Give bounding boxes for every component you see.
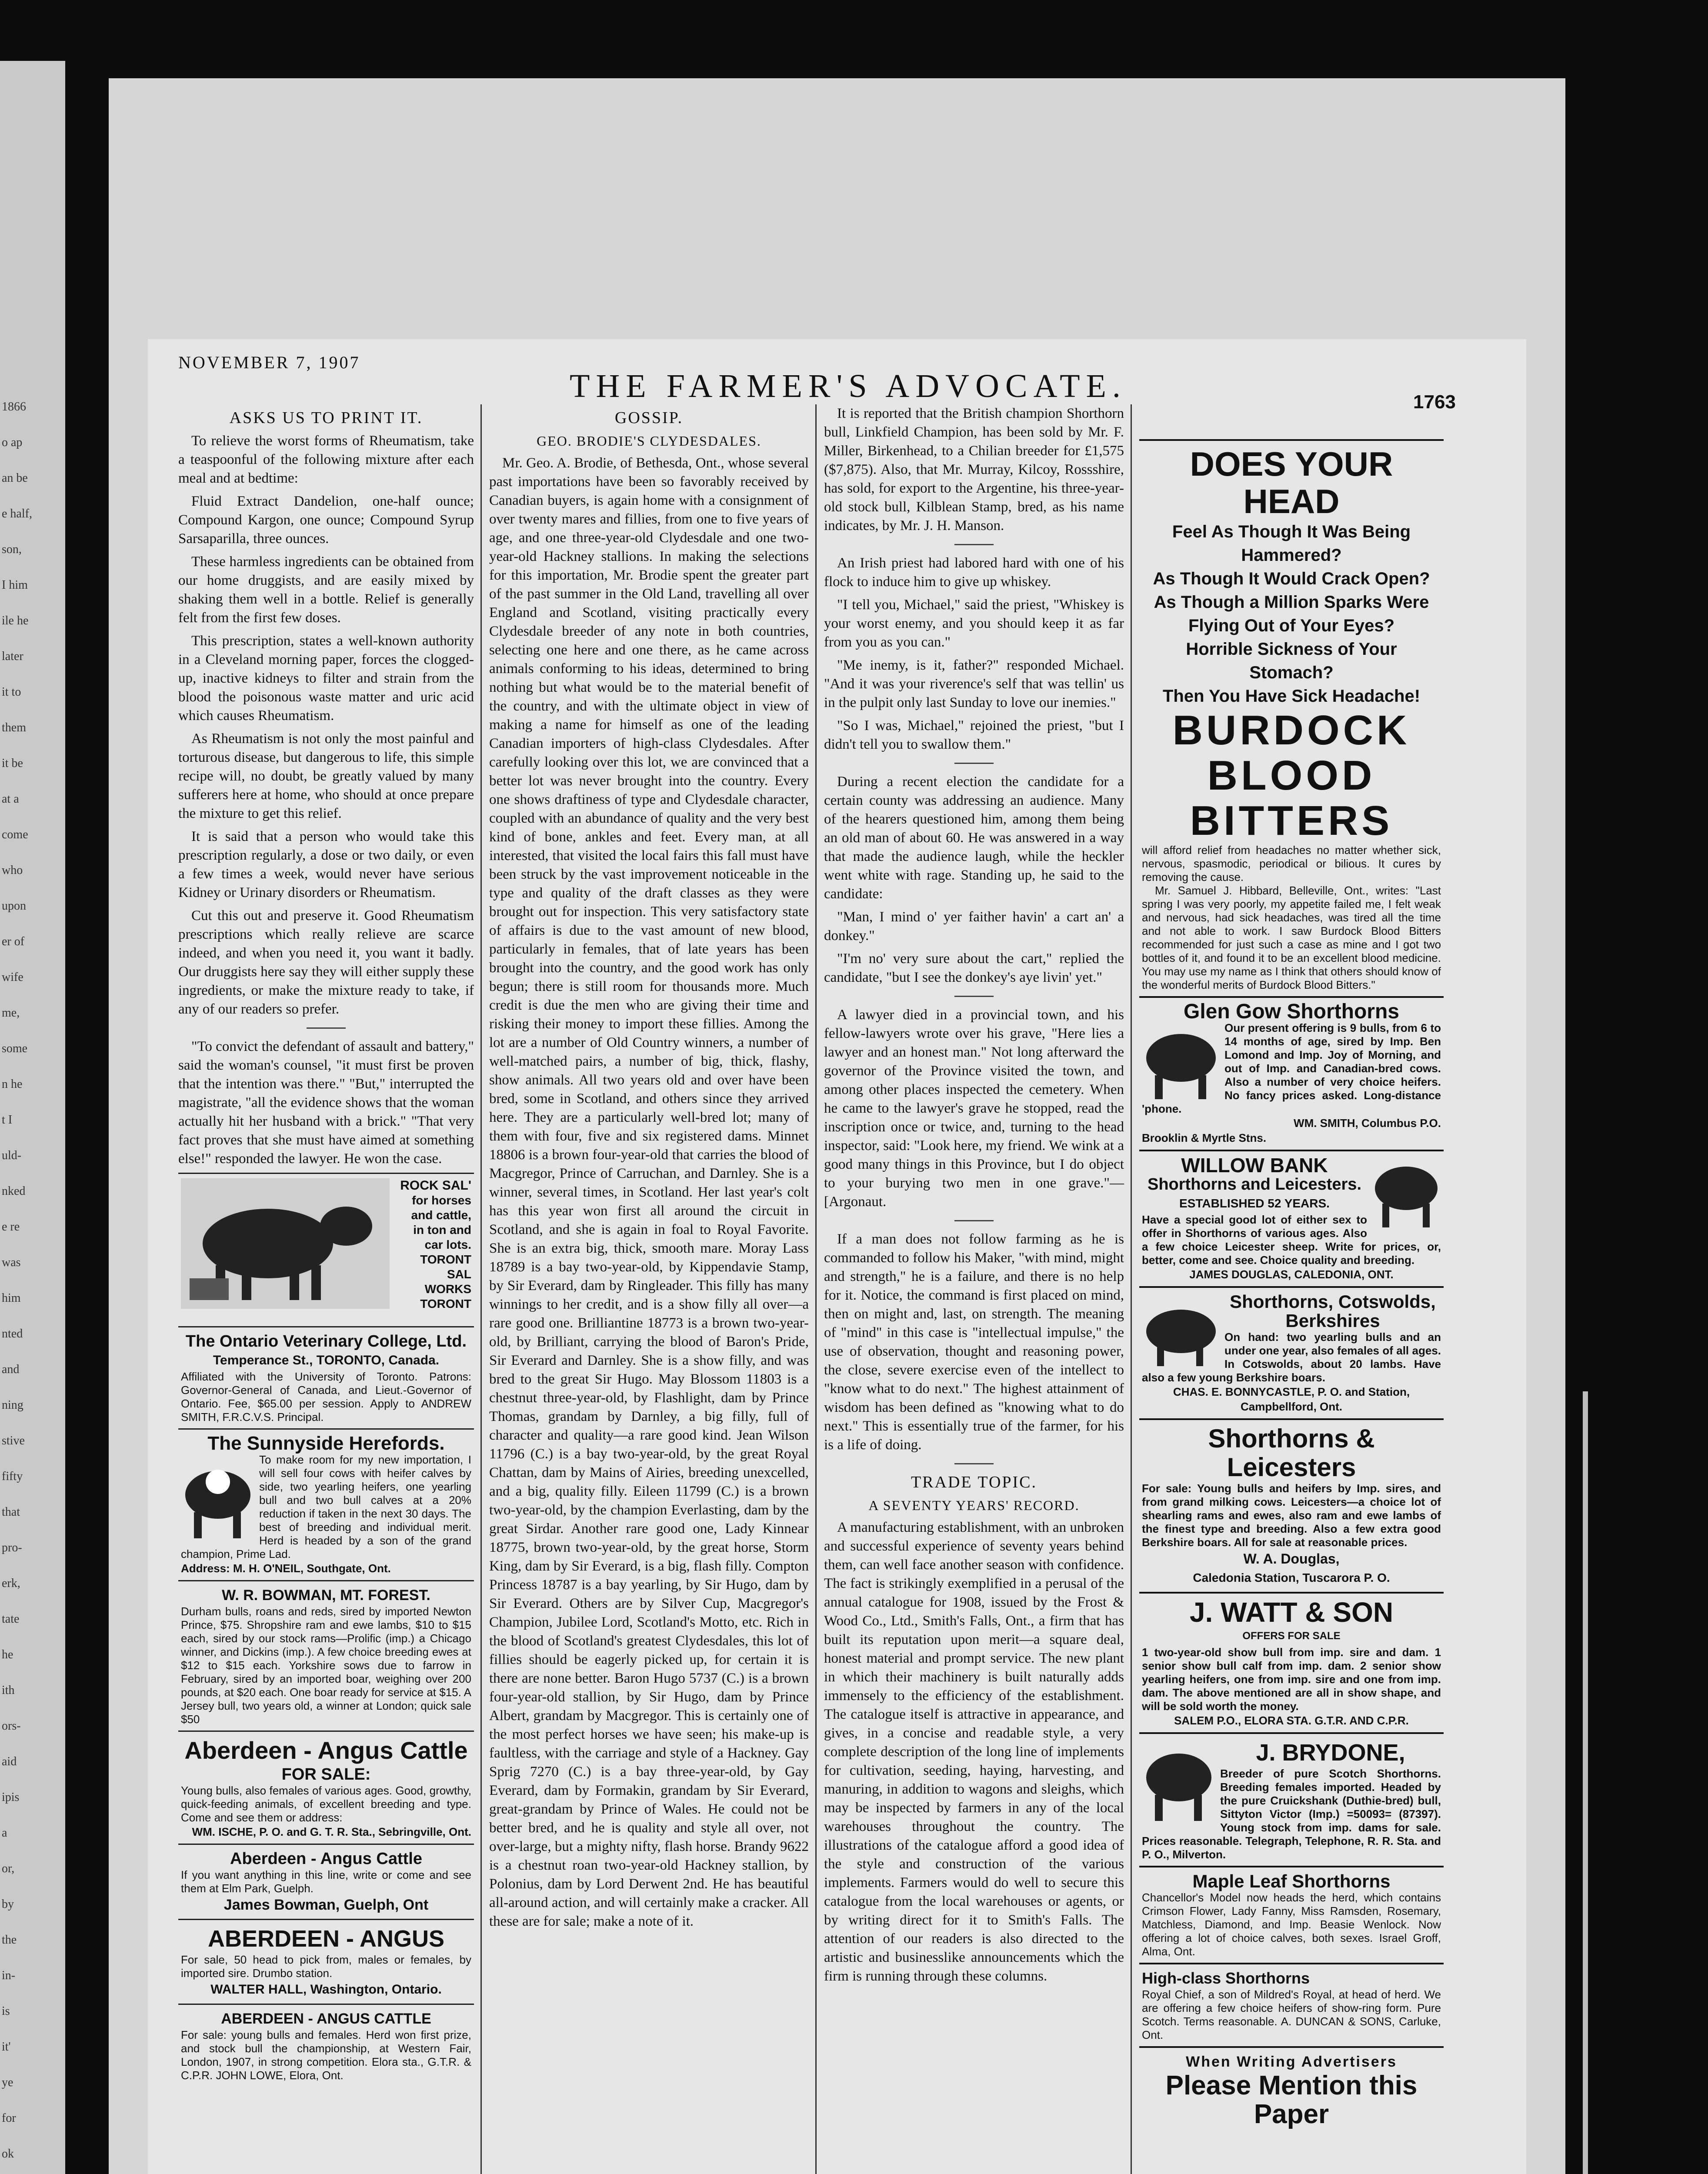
ad-line: WORKS (424, 1282, 471, 1296)
paragraph: It is said that a person who would take this prescription regularly, a dose or two daily, or even a few times a week, would never have serious Kidney or Urinary disorders or Rheumatism. (178, 829, 474, 900)
paragraph: Cut this out and preserve it. Good Rheumatism prescriptions which really relieve are scarce indeed, and when you need it, you want it badly. Our druggists here say they will either supply these ingredients, or make the mixture ready to take, if any of our readers so prefer. (178, 908, 474, 1017)
issue-date: NOVEMBER 7, 1907 (178, 353, 360, 372)
ad-sunnyside-herefords (178, 1428, 474, 1580)
adjacent-page-fragment: 1866 (2, 400, 26, 413)
ad-body: Chancellor's Model now heads the herd, which contains Crimson Flower, Lady Fanny, Miss Ramsden, Rosemary, Matchless, Diamond, and Imp. Beasie Wenlock. Now offering a lot of choice calves, both sexes. Israel Groff, Alma, Ont. (1142, 1891, 1441, 1958)
ad-signature: SALEM P.O., ELORA STA. G.T.R. AND C.P.R. (1174, 1714, 1409, 1727)
adjacent-page-fragment: nted (2, 1327, 23, 1340)
paragraph: An Irish priest had labored hard with one of his flock to induce him to give up whiskey. (824, 555, 1124, 590)
adjacent-page-strip (0, 61, 65, 2174)
ad-headline: DOES YOUR HEAD (1190, 445, 1393, 520)
ad-signature: WM. ISCHE, P. O. and G. T. R. Sta., Sebringville, Ont. (192, 1825, 471, 1838)
adjacent-page-fragment: him (2, 1291, 21, 1305)
adjacent-page-fragment: son, (2, 543, 22, 556)
paragraph: "Man, I mind o' yer faither havin' a cart an' a donkey." (824, 909, 1124, 944)
cattle-illustration-icon (181, 1178, 390, 1309)
ad-body: To make room for my new importation, I will sell four cows with heifer calves by side, two yearling heifers, one yearling bull and two bull calves at a 20% reduction if taken in the next 30 days. The best of breeding and individual merit. Herd is headed by a son of the grand champion, Prime Lad. (181, 1453, 471, 1560)
ad-signature: Address: M. H. O'NEIL, Southgate, Ont. (181, 1562, 391, 1575)
adjacent-page-fragment: ith (2, 1684, 15, 1697)
article-heading: ASKS US TO PRINT IT. (229, 409, 423, 427)
ad-title: Aberdeen - Angus Cattle (230, 1850, 422, 1868)
adjacent-page-fragment: e re (2, 1220, 20, 1234)
adjacent-page-fragment: uld- (2, 1149, 22, 1162)
ad-bonnycastle (1139, 1286, 1444, 1418)
ad-body: For sale: young bulls and females. Herd won first prize, and stock bull the championship, at Western Fair, London, 1907, in strong competition. Elora sta., G.T.R. & C.P.R. JOHN LOWE, Elora, Ont. (181, 2028, 471, 2082)
adjacent-page-fragment: I him (2, 578, 28, 592)
adjacent-page-fragment: ning (2, 1398, 23, 1412)
ad-title: J. WATT & SON (1189, 1597, 1394, 1628)
ad-body: Affiliated with the University of Toronto. Patrons: Governor-General of Canada, and Lieut.-Governor of Ontario. Fee, $65.00 per session. Apply to ANDREW SMITH, F.R.C.V.S. Principal. (181, 1370, 471, 1424)
ad-title: Aberdeen - Angus Cattle (184, 1737, 468, 1764)
ad-title: The Sunnyside Herefords. (207, 1433, 445, 1454)
column-rule (815, 404, 817, 2174)
ad-body: Royal Chief, a son of Mildred's Royal, at head of herd. We are offering a few choice heifers of show-ring form. Pure Scotch. Terms reasonable. A. DUNCAN & SONS, Carluke, Ont. (1142, 1988, 1441, 2041)
column-4-ads (1139, 439, 1444, 2133)
ad-title: WILLOW BANK (1181, 1154, 1328, 1177)
ad-douglas-shorthorns-leicesters (1139, 1418, 1444, 1592)
ad-body: Our present offering is 9 bulls, from 6 to 14 months of age, sired by Imp. Ben Lomond and Imp. Joy of Morning, and out of Imp. and Canadian-bred cows. Also a number of very choice heifers. No fancy prices asked. Long-distance 'phone. (1142, 1021, 1441, 1115)
ad-title: ABERDEEN - ANGUS (207, 1926, 445, 1952)
adjacent-page-fragment: at a (2, 792, 19, 806)
adjacent-page-fragment: tate (2, 1612, 20, 1626)
ad-body: For sale, 50 head to pick from, males or females, by imported sire. Drumbo station. (181, 1953, 471, 1980)
ad-body: Young bulls, also females of various ages. Good, growthy, quick-feeding animals, of excellent breeding and type. Come and see them or address: (181, 1784, 471, 1824)
paragraph: These harmless ingredients can be obtained from our home druggists, and are easily mixed by shaking them well in a bottle. Relief is generally felt from the first few doses. (178, 554, 474, 626)
article-subheading: GEO. BRODIE'S CLYDESDALES. (537, 433, 761, 449)
adjacent-page-fragment: it' (2, 2040, 11, 2054)
ad-title: J. BRYDONE, (1256, 1740, 1405, 1766)
column-3 (824, 404, 1124, 1990)
ad-testimonial: Mr. Samuel J. Hibbard, Belleville, Ont., writes: "Last spring I was very poorly, my appetite failed me, I felt weak and nervous, had sick headaches, was tired all the time and not able to work. I saw Burdock Blood Bitters recommended for just such a case as mine and I got two bottles of it, and found it to be an excellent blood medicine. You may use my name as I think that others should know of the wonderful merits of Burdock Blood Bitters." (1142, 884, 1441, 991)
ad-aberdeen-angus-1 (178, 1731, 474, 1844)
cattle-illustration-icon (181, 1456, 255, 1543)
footer-line: Please Mention this Paper (1165, 2071, 1418, 2129)
adjacent-page-fragment: stive (2, 1434, 25, 1447)
cattle-illustration-icon (1371, 1156, 1441, 1230)
ad-question: Feel As Though It Was Being Hammered? (1172, 522, 1411, 565)
adjacent-page-fragment: n he (2, 1077, 23, 1091)
adjacent-page-fragment: aid (2, 1755, 17, 1768)
ad-glen-gow-shorthorns (1139, 996, 1444, 1150)
adjacent-page-fragment: or, (2, 1862, 15, 1875)
adjacent-page-fragment: it be (2, 757, 23, 770)
ad-burdock-blood-bitters (1139, 439, 1444, 996)
ad-body: On hand: two yearling bulls and an under one year, also females of all ages. In Cotswolds, about 20 lambs. Have also a few young Berkshire boars. (1142, 1330, 1441, 1384)
adjacent-page-fragment: an be (2, 471, 28, 485)
column-rule (1131, 404, 1132, 2174)
ad-question: Then You Have Sick Headache! (1162, 687, 1421, 706)
ad-question: As Though a Million Sparks Were Flying Out of Your Eyes? (1154, 593, 1429, 635)
ad-body: Breeder of pure Scotch Shorthorns. Breeding females imported. Headed by the pure Cruickshank (Duthie-bred) bull, Sittyton Victor (Imp.) =50093= (87397). Young stock from imp. dams for sale. Prices reasonable. Telegraph, Telephone, R. R. Sta. and P. O., Milverton. (1142, 1767, 1441, 1861)
ad-subtitle: OFFERS FOR SALE (1242, 1630, 1341, 1642)
divider (954, 1463, 994, 1464)
ad-aberdeen-angus-3 (178, 1919, 474, 2004)
ad-brand: BLOOD (1207, 752, 1376, 799)
ad-body: For sale: Young bulls and heifers by Imp. sires, and from grand milking cows. Leicesters—a choice lot of shearling rams and ewes, also ram and ewe lambs of the finest type and breeding. Also a few extra good Berkshire boars. All for sale at reasonable prices. (1142, 1482, 1441, 1549)
adjacent-page-fragment: is (2, 2004, 10, 2018)
ad-title: The Ontario Veterinary College, Ltd. (185, 1332, 467, 1350)
ad-line: in ton and (413, 1223, 471, 1237)
ad-signature: WALTER HALL, Washington, Ontario. (210, 1982, 442, 1997)
adjacent-page-fragment: some (2, 1042, 28, 1055)
adjacent-page-fragment: wife (2, 970, 23, 984)
ad-stations: Brooklin & Myrtle Stns. (1142, 1131, 1267, 1144)
divider (954, 1220, 994, 1221)
adjacent-page-fragment: t I (2, 1113, 13, 1127)
adjacent-page-fragment: ye (2, 2076, 13, 2089)
divider (954, 763, 994, 764)
paragraph: "So I was, Michael," rejoined the priest, "but I didn't tell you to swallow them." (824, 718, 1124, 752)
ad-signature: James Bowman, Guelph, Ont (224, 1897, 429, 1913)
ad-aberdeen-angus-2 (178, 1844, 474, 1919)
adjacent-page-fragment: who (2, 864, 23, 877)
ad-high-class-shorthorns (1139, 1963, 1444, 2046)
cattle-illustration-icon (1142, 1738, 1216, 1825)
ad-address: Temperance St., TORONTO, Canada. (213, 1353, 440, 1367)
ad-body: Have a special good lot of either sex to offer in Shorthorns of various ages. Also a few choice Leicester sheep. Write for prices, or, better, come and see. Choice quality and breeding. (1142, 1213, 1441, 1267)
article-subheading: A SEVENTY YEARS' RECORD. (868, 1497, 1080, 1513)
ad-established: ESTABLISHED 52 YEARS. (1179, 1197, 1330, 1210)
adjacent-page-fragment: by (2, 1897, 14, 1911)
ad-title: ABERDEEN - ANGUS CATTLE (221, 2011, 431, 2027)
column-1 (178, 404, 474, 2087)
ad-brand: BURDOCK (1172, 707, 1411, 754)
adjacent-page-fragment: pro- (2, 1541, 22, 1554)
ad-title: Maple Leaf Shorthorns (1192, 1871, 1391, 1891)
ad-line: SAL (447, 1267, 471, 1281)
adjacent-page-fragment: the (2, 1933, 17, 1947)
adjacent-page-fragment: ok (2, 2147, 14, 2161)
ad-rock-salt (178, 1173, 474, 1326)
paragraph: It is reported that the British champion Shorthorn bull, Linkfield Champion, has been sold by Mr. F. Miller, Birkenhead, to a Chilian breeder for £1,575 ($7,875). Also, that Mr. Murray, Kilcoy, Rossshire, has sold, for export to the Argentine, his three-year-old stock bull, Kilblean Stamp, bred, as his name indicates, by Mr. J. H. Manson. (824, 406, 1124, 533)
ad-line: TORONT (420, 1253, 471, 1266)
divider (307, 1027, 346, 1029)
paragraph: A manufacturing establishment, with an unbroken and successful experience of seventy years behind them, can well face another season with confidence. The fact is strikingly exemplified in a perusal of the annual catalogue for 1908, issued by the Frost & Wood Co., Ltd., Smith's Falls, Ont., a firm that has built its reputation upon merit—a square deal, honest material and prompt service. The new plant in which their machinery is built naturally adds immensely to the efficiency of the establishment. The catalogue itself is attractive in appearance, and gives, in a concise and readable style, a very complete description of the long line of implements for cultivation, seeding, haying, harvesting, and manuring, in addition to wagons and sleighs, which may be inspected by farmers in any of the local warehouses throughout the country. The illustrations of the catalogue afford a good idea of the style and construction of the various implements. Farmers would do well to secure this catalogue from the local warehouses or agents, or by writing direct for it to Smith's Falls. The attention of our readers is also directed to the artistic and businesslike announcements which the firm is running through these columns. (824, 1520, 1124, 1984)
paragraph: Mr. Geo. A. Brodie, of Bethesda, Ont., whose several past importations have been so favorably received by Canadian buyers, is again home with a consignment of over twenty mares and fillies, from one to five years of age, and one three-year-old Clydesdale and one two-year-old Hackney stallions. In making the selections for this importation, Mr. Brodie spent the greater part of the past summer in the Old Land, travelling all over England and Scotland, visiting practically every Clydesdale breeder of any note in both countries, selecting one here and one there, as he came across animals conforming to his ideas, determined to bring nothing but what would be to the material benefit of the country, and with the ultimate object in view of making a name for himself as one of the leading Canadian importers of high-class Clydesdales. After carefully looking over this lot, we are convinced that a better lot was never brought into the country. Every one shows draftiness of type and Clydesdale character, coupled with an abundance of quality and the very best kind of bone, ankles and feet. Every man, at all interested, that visited the local fairs this fall must have been struck by the vast improvement noticeable in the type and quality of the draft classes as they were brought out for inspection. This very satisfactory state of affairs is due to the vast amount of new blood, particularly in females, that of late years has been brought into the country, and the good work has only begun; there is still room for thousands more. Much credit is due the men who are giving their time and risking their money to import these fillies. Among the lot are a number of Old Country winners, a number of well-matched pairs, a number of big, thick, flashy, show animals. All two years old and over have been bred, some in Scotland, and others since they arrived here. They are a particularly well-bred lot; many of them with four, five and six registered dams. Minnet 18806 is a brown four-year-old that carries the blood of Macgregor, Prince of Carruchan, and Darnley. She is a winner, several times, in Scotland. Her last year's colt has this year won first all around the circuit in Scotland, and she is again in foal to Royal Favorite. She is an extra big, thick, smooth mare. Moray Lass 18789 is a bay two-year-old, by Kippendavie Stamp, by Sir Everard, dam by Ringleader. This filly has many winnings to her credit, and is a show filly all over—a rare good one. Brilliantine 18773 is a brown two-year-old, by Brilliant, carrying the blood of Baron's Pride, Sir Everard and Darnley. She is a show filly, and was bred to the great Sir Hugo. May Blossom 11803 is a chestnut three-year-old, by Flashlight, dam by Prince Thomas, grandam by Darnley, a big filly, full of character and quality—a rare good kind. Jean Wilson 11796 (C.) is a bay two-year-old, by the great Royal Chattan, dam by Mains of Airies, breeding unexcelled, and a big, quality filly. Eileen 11799 (C.) is a brown two-year-old, by the champion Everlasting, dam by the great Sirdar. Another rare good one, Lady Kinnear 18775, brown two-year-old, by the great horse, Storm King, dam by Sir Everard, is a big, flash filly. Compton Princess 18787 is a bay yearling, by Sir Hugo, dam by Sir Everard. Others are by Silver Cup, Macgregor's Champion, Jubilee Lord, Scotland's Motto, etc. Rich in the blood of Scotland's greatest Clydesdales, this lot of fillies should be eagerly picked up, for certain it is there are none better. Baron Hugo 5737 (C.) is a brown four-year-old stallion, by Sir Hugo, dam by Prince Albert, grandam by Macgregor. This is certainly one of the most perfect horses we have seen; his make-up is faultless, with the carriage and style of a Hackney. Gay Sprig 7270 (C.) is a bay three-year-old, by Gay Everard, dam by Formakin, grandam by Sir Everard, great-grandam by Prince of Wales. He could not be better bred, and he is quality and style all over, not over-large, but a mighty nifty, flash horse. Brandy 9622 is a chestnut roan two-year-old Hackney stallion, by Polonius, dam by Lord Derwent 2nd. He has beautiful all-around action, and will certainly make a cracker. All these are for sale; make a note of it. (489, 455, 809, 1929)
adjacent-page-fragment: that (2, 1505, 20, 1519)
ad-body: 1 two-year-old show bull from imp. sire and dam. 1 senior show bull calf from imp. dam. 2 senior show yearling heifers, one from imp. sire and one from imp. dam. The above mentioned are all in show shape, and will be sold worth the money. (1142, 1646, 1441, 1713)
anecdote: "To convict the defendant of assault and battery," said the woman's counsel, "it must first be proven that the intention was there." "But," interrupted the magistrate, "all the evidence shows that the woman actually hit her husband with a brick." "That very fact proves that she must have aimed at something else!" responded the lawyer. He won the case. (178, 1039, 474, 1167)
adjacent-page-fragment: ipis (2, 1791, 20, 1804)
adjacent-page-fragment: in- (2, 1969, 16, 1982)
adjacent-page-fragment: later (2, 650, 23, 663)
ad-aberdeen-angus-4 (178, 2004, 474, 2087)
adjacent-page-fragment: was (2, 1256, 21, 1269)
ad-signature: WM. SMITH, Columbus P.O. (1294, 1117, 1441, 1130)
adjacent-page-fragment: ile he (2, 614, 29, 627)
ad-line: TORONT (420, 1297, 471, 1310)
adjacent-page-fragment: e half, (2, 507, 32, 520)
adjacent-page-fragment: upon (2, 899, 26, 913)
ad-title: High-class Shorthorns (1142, 1969, 1310, 1987)
paragraph: To relieve the worst forms of Rheumatism, take a teaspoonful of the following mixture after each meal and at bedtime: (178, 433, 474, 486)
adjacent-page-fragment: me, (2, 1006, 20, 1020)
masthead: THE FARMER'S ADVOCATE. (570, 368, 1127, 404)
adjacent-page-fragment: and (2, 1363, 20, 1376)
ad-body: will afford relief from headaches no matter whether sick, nervous, spasmodic, periodical or bilious. It cures by removing the cause. (1142, 844, 1441, 884)
adjacent-page-fragment: nked (2, 1184, 26, 1198)
adjacent-page-fragment: erk, (2, 1577, 20, 1590)
paragraph: If a man does not follow farming as he is commanded to follow his Maker, "with mind, might and strength," he is a failure, and there is no help for it. Notice, the command is first placed on mind, then on might and, last, on strength. The meaning of "mind" in this case is "intellectual impulse," the use of observation, thought and reasoning power, the close, severe exercise even of the intellect to "know what to do next." The highest attainment of wisdom has been defined as "knowing what to do next." This is essentially true of the farmer, for his is a life of doing. (824, 1231, 1124, 1453)
adjacent-page-fragment: them (2, 721, 26, 734)
ad-body: If you want anything in this line, write or come and see them at Elm Park, Guelph. (181, 1868, 471, 1895)
adjacent-page-fragment: ors- (2, 1719, 21, 1733)
ad-line: and cattle, (411, 1208, 471, 1222)
adjacent-page-fragment: a (2, 1826, 7, 1840)
ad-subtitle: Shorthorns and Leicesters. (1147, 1175, 1361, 1194)
ad-brand: BITTERS (1190, 797, 1393, 844)
paragraph: Fluid Extract Dandelion, one-half ounce; Compound Kargon, one ounce; Compound Syrup Sarsaparilla, three ounces. (178, 493, 474, 547)
ad-subtitle: FOR SALE: (281, 1765, 371, 1784)
ad-line: for horses (412, 1194, 471, 1207)
paragraph: As Rheumatism is not only the most painful and torturous disease, but dangerous to life, this simple recipe will, no doubt, be greatly valued by many sufferers here at home, who should at once prepare the mixture to get this relief. (178, 731, 474, 821)
ad-title: Shorthorns, Cotswolds, Berkshires (1230, 1291, 1436, 1331)
paragraph: "I'm no' very sure about the cart," replied the candidate, "but I see the donkey's aye livin' yet." (824, 951, 1124, 985)
cattle-illustration-icon (1142, 1023, 1220, 1101)
footer-notice (1139, 2046, 1444, 2133)
adjacent-page-fragment: er of (2, 935, 25, 948)
section-heading: GOSSIP. (614, 409, 684, 427)
paragraph: "I tell you, Michael," said the priest, "Whiskey is your worst enemy, and you should keep it as far from you as you can." (824, 597, 1124, 650)
adjacent-page-fragment: it to (2, 685, 21, 699)
ad-question: Horrible Sickness of Your Stomach? (1186, 640, 1397, 682)
adjacent-page-fragment: he (2, 1648, 13, 1661)
ad-title: Shorthorns & Leicesters (1208, 1424, 1375, 1482)
page-number: 1763 (1413, 391, 1456, 413)
ad-question: As Though It Would Crack Open? (1153, 569, 1430, 588)
adjacent-page-fragment: fifty (2, 1470, 23, 1483)
ad-bowman (178, 1580, 474, 1731)
adjacent-page-fragment: come (2, 828, 28, 841)
adjacent-page-fragment: for (2, 2111, 16, 2125)
ad-signature: W. A. Douglas, (1243, 1551, 1340, 1567)
ad-address: Caledonia Station, Tuscarora P. O. (1193, 1571, 1390, 1584)
paragraph: "Me inemy, is it, father?" responded Michael. "And it was your riverence's self that was tellin' us in the pulpit only last Sunday to love our inemies." (824, 657, 1124, 710)
column-2 (489, 404, 809, 1935)
ad-j-brydone (1139, 1732, 1444, 1866)
adjacent-page-fragment: o ap (2, 436, 23, 449)
footer-line: When Writing Advertisers (1186, 2054, 1397, 2070)
ad-line: car lots. (424, 1238, 471, 1251)
page-edge (1583, 1391, 1588, 2174)
ad-maple-leaf-shorthorns (1139, 1866, 1444, 1963)
paragraph: This prescription, states a well-known authority in a Cleveland morning paper, forces the clogged-up, inactive kidneys to filter and strain from the blood the poisonous waste matter and uric acid which causes Rheumatism. (178, 633, 474, 724)
ad-signature: JAMES DOUGLAS, CALEDONIA, ONT. (1189, 1268, 1394, 1281)
column-rule (480, 404, 482, 2174)
ad-willow-bank (1139, 1150, 1444, 1286)
ad-title: Glen Gow Shorthorns (1183, 1000, 1399, 1023)
ad-signature: CHAS. E. BONNYCASTLE, P. O. and Station, Campbellford, Ont. (1173, 1385, 1410, 1413)
ad-body: Durham bulls, roans and reds, sired by imported Newton Prince, $75. Shropshire ram and ewe lambs, $10 to $15 each, sired by our stock rams—Prolific (imp.) a Chicago winner, and Dickins (imp.). A few choice breeding ewes at $12 to $15 each. Yorkshire sows due to farrow in February, sired by an imported boar, weighing over 200 pounds, at $20 each. One boar ready for service at $15. A Jersey bull, two years old, a winner at London; quick sale $50 (181, 1605, 471, 1726)
ad-ontario-vet-college (178, 1326, 474, 1428)
paragraph: During a recent election the candidate for a certain county was addressing an audience. Many of the hearers questioned him, among them being an old man of about 60. He was answered in a way that made the audience laugh, while the heckler went white with rage. Standing up, he said to the candidate: (824, 774, 1124, 902)
divider (954, 544, 994, 545)
divider (954, 996, 994, 997)
paragraph: A lawyer died in a provincial town, and his fellow-lawyers wrote over his grave, "Here lies a lawyer and an honest man." Not long afterward the governor of the Province visited the town, and among other places inspected the cemetery. When he came to the lawyer's grave he stopped, read the inscription once or twice, and, turning to the head inspector, said: "Look here, my friend. We wink at a good many things in this Province, but I do object to your burying two men in one grave."—[Argonaut. (824, 1007, 1124, 1210)
pig-illustration-icon (1142, 1292, 1220, 1370)
ad-title: W. R. BOWMAN, MT. FOREST. (222, 1587, 430, 1604)
section-heading: TRADE TOPIC. (911, 1473, 1037, 1491)
ad-j-watt-son (1139, 1592, 1444, 1732)
ad-title: ROCK SAL' (400, 1178, 471, 1193)
